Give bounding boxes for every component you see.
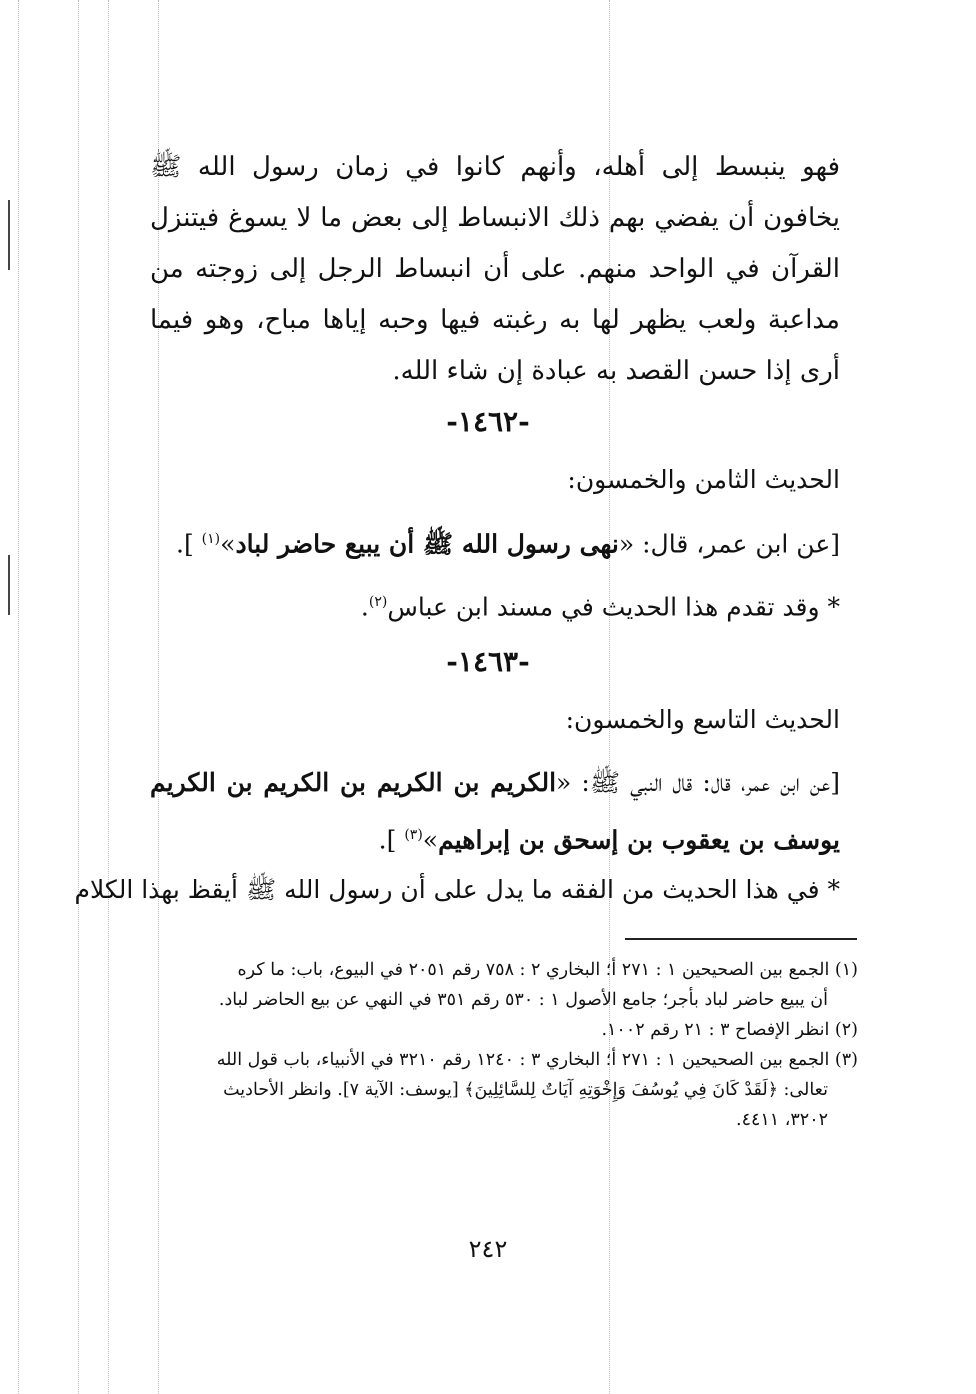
hadith-text-1462 [150, 522, 840, 561]
hadith-end: ]. [176, 529, 202, 559]
footnote-ref-3: (٣) [404, 827, 423, 843]
note-1463: * في هذا الحديث من الفقه ما يدل على أن رسول الله ﷺ أيقظ بهذا الكلام [74, 875, 840, 904]
footnote-ref-2: (٢) [368, 594, 388, 610]
scan-edge-mark [8, 200, 10, 270]
footnote-3-line-3: ٣٢٠٢، ٤٤١١. [735, 1110, 828, 1130]
footnote-1-line-2: أن يبيع حاضر لباد بأجر؛ جامع الأصول ١ : ٥٣٠ رقم ٣٥١ في النهي عن بيع الحاضر لباد. [218, 990, 828, 1010]
page-number: ٢٤٢ [468, 1235, 508, 1263]
hadith-prefix: [عن ابن عمر، قال: قال النبي ﷺ: « [556, 768, 840, 797]
hadith-suffix: » [220, 529, 236, 559]
hadith-title-1462: الحديث الثامن والخمسون: [567, 465, 840, 494]
hadith-end: ]. [378, 825, 405, 855]
hadith-number-1462: -١٤٦٢- [446, 405, 530, 438]
footnote-3-line-1: (٣) الجمع بين الصحيحين ١ : ٢٧١ أ؛ البخاري ٣ : ١٢٤٠ رقم ٣٢١٠ في الأنبياء، باب قول الله [216, 1050, 858, 1070]
scan-artifact [78, 0, 79, 1394]
scan-artifact [108, 0, 109, 1394]
footnote-3-line-2: تعالى: ﴿لَقَدْ كَانَ فِي يُوسُفَ وَإِخْوَتِهِ آيَاتٌ لِلسَّائِلِينَ﴾ [يوسف: الآية ٧]. وانظر الأحاديث [223, 1080, 828, 1100]
footnote-2: (٢) انظر الإفصاح ٣ : ٢١ رقم ١٠٠٢. [601, 1020, 858, 1040]
hadith-bold-text: نهى رسول الله ﷺ أن يبيع حاضر لباد [235, 529, 619, 559]
footnotes [150, 955, 858, 1135]
hadith-suffix: » [422, 825, 439, 855]
scan-artifact [18, 0, 19, 1394]
hadith-bold-text: الكريم بن الكريم بن الكريم بن الكريم يوسف بن يعقوب بن إسحق بن إبراهيم [150, 768, 840, 855]
footnote-separator [625, 938, 857, 940]
note-1462 [150, 585, 840, 624]
scan-edge-mark [8, 555, 10, 615]
footnote-1-line-1: (١) الجمع بين الصحيحين ١ : ٢٧١ أ؛ البخاري ٢ : ٧٥٨ رقم ٢٠٥١ في البيوع، باب: ما كره [237, 960, 858, 980]
hadith-text-1463 [150, 756, 840, 866]
note-text: * وقد تقدم هذا الحديث في مسند ابن عباس [387, 592, 840, 622]
hadith-number-1463: -١٤٦٣- [446, 645, 530, 678]
main-paragraph: فهو ينبسط إلى أهله، وأنهم كانوا في زمان رسول الله ﷺ يخافون أن يفضي بهم ذلك الانبساط إلى بعض ما لا يسوغ فيتنزل القرآن في الواحد منهم. على أن انبساط الرجل إلى زوجته من مداعبة ولعب يظهر لها به رغبته فيها وحبه إياها مباح، وهو فيما أرى إذا حسن القصد به عبادة إن شاء الله. [150, 152, 840, 386]
hadith-prefix: [عن ابن عمر، قال: « [618, 529, 840, 559]
hadith-title-1463: الحديث التاسع والخمسون: [565, 705, 840, 734]
footnote-ref-1: (١) [201, 531, 221, 547]
note-end: . [360, 592, 369, 622]
